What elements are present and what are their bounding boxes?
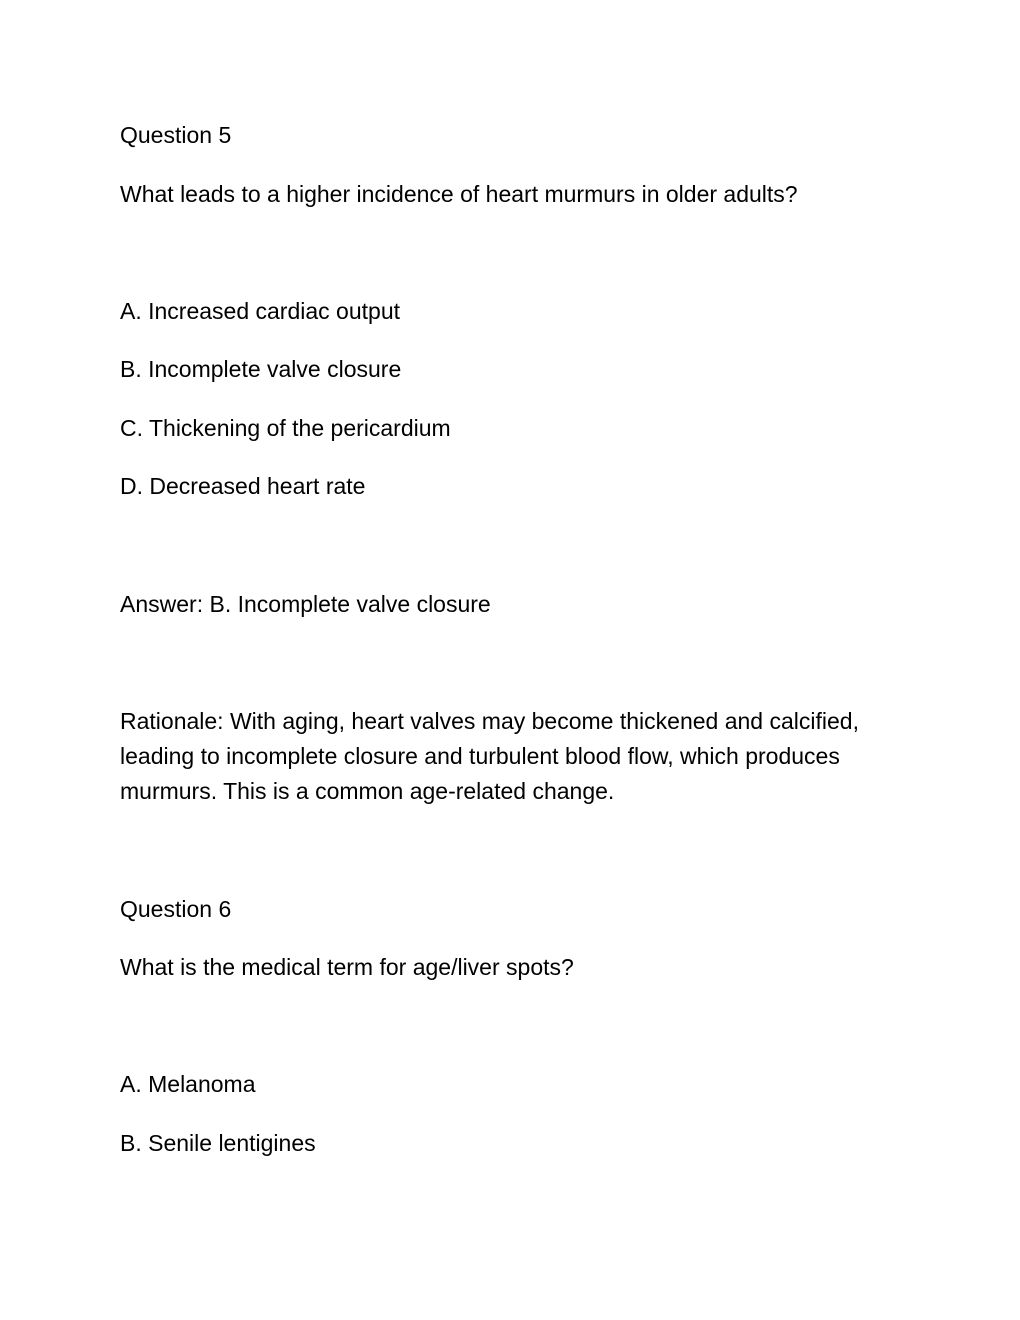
question-5-text: What leads to a higher incidence of heart murmurs in older adults? [120,181,798,207]
question-6-option-b: B. Senile lentigines [120,1130,316,1156]
question-5-rationale: Rationale: With aging, heart valves may become thickened and calcified, leading to incomplete closure and turbulent blood flow, which produces murmurs. This is a common age-related change. [120,708,859,804]
question-5-option-b: B. Incomplete valve closure [120,356,402,382]
question-6-text: What is the medical term for age/liver spots? [120,954,574,980]
question-5-heading: Question 5 [120,122,232,148]
question-5-answer: Answer: B. Incomplete valve closure [120,591,491,617]
question-6-heading: Question 6 [120,896,232,922]
question-5-option-a: A. Increased cardiac output [120,298,400,324]
question-5-option-c: C. Thickening of the pericardium [120,415,451,441]
question-5-option-d: D. Decreased heart rate [120,473,366,499]
question-6-option-a: A. Melanoma [120,1071,256,1097]
